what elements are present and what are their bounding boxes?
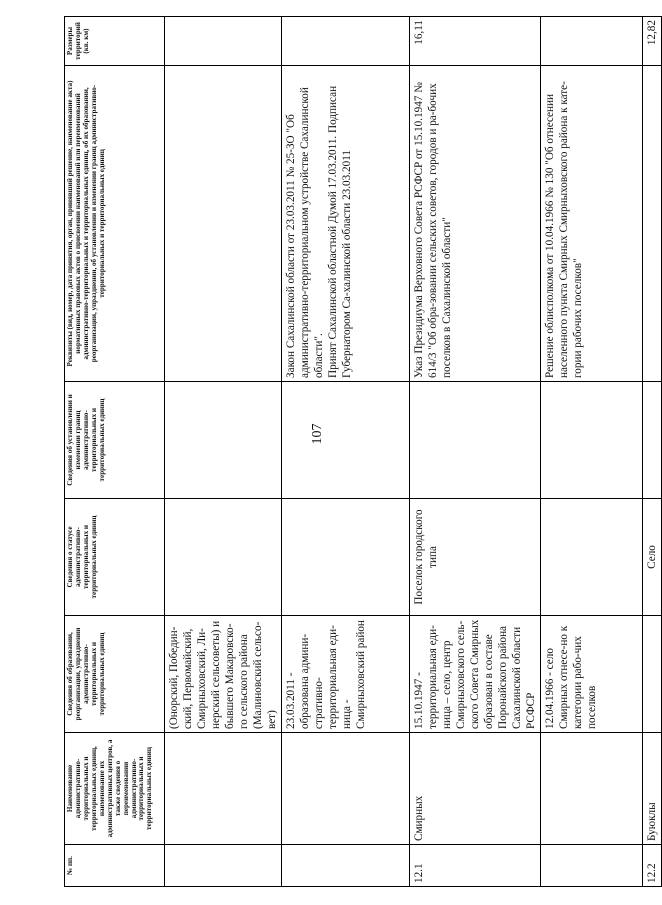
cell-formation: (Онорский, Победин-ский, Первомайский, Смирныховский, Ли-нерский сельсоветы) и бывшего Макаровско-го сельского района (Малиновский сельсо-вет) bbox=[165, 616, 282, 733]
cell-formation: 23.03.2011 - образована админи-стративно-территориальная еди-ница - Смирныховский район bbox=[282, 616, 410, 733]
cell-area bbox=[165, 17, 282, 66]
cell-status: Поселок городского типа bbox=[410, 499, 541, 616]
cell-area: 16,11 bbox=[410, 17, 541, 66]
header-boundaries: Сведения об установлении и изменении границ административно-территориальных и территориальных единиц bbox=[65, 382, 165, 499]
page-number: 107 bbox=[310, 423, 325, 445]
cell-requisites bbox=[643, 66, 662, 382]
cell-area: 12,82 bbox=[643, 17, 662, 66]
cell-num: 12.2 bbox=[643, 845, 662, 887]
header-row bbox=[65, 17, 165, 887]
cell-requisites: Указ Президиума Верховного Совета РСФСР от 15.10.1947 № 614/3 "Об обра-зовании сельских советов, городов и ра-бочих поселков в Сахалинской области" bbox=[410, 66, 541, 382]
header-status: Сведения о статусе административно-территориальных и территориальных единиц bbox=[65, 499, 165, 616]
cell-requisites bbox=[165, 66, 282, 382]
cell-area bbox=[282, 17, 410, 66]
table-row bbox=[541, 17, 643, 887]
cell-name bbox=[541, 733, 643, 845]
cell-status bbox=[165, 499, 282, 616]
table-row bbox=[282, 17, 410, 887]
header-formation: Сведения об образовании, реорганизации, упразднении административно-территориальных и территориальных единиц bbox=[65, 616, 165, 733]
cell-formation bbox=[643, 616, 662, 733]
cell-num bbox=[165, 845, 282, 887]
table-row bbox=[165, 17, 282, 887]
cell-num bbox=[541, 845, 643, 887]
cell-boundaries bbox=[410, 382, 541, 499]
table-row bbox=[410, 17, 541, 887]
cell-formation: 15.10.1947 - территориальная еди-ница – село, центр Смирныховского сель-ского Совета Смирных образован в составе Поронайского района Сахалинской области РСФСР bbox=[410, 616, 541, 733]
requisites-adoption-text: Принят Сахалинской областной Думой 17.03.2011. Подписан Губернатором Са-халинской области 23.03.2011 bbox=[327, 85, 353, 378]
cell-formation: 12.04.1966 - село Смирных отнесе-но к категории рабо-чих поселков bbox=[541, 616, 643, 733]
header-num: № пп. bbox=[65, 845, 165, 887]
cell-area bbox=[541, 17, 643, 66]
rotated-table-wrapper bbox=[64, 17, 658, 887]
table-row bbox=[643, 17, 662, 887]
cell-name bbox=[282, 733, 410, 845]
cell-name bbox=[165, 733, 282, 845]
cell-status bbox=[541, 499, 643, 616]
registry-table bbox=[64, 16, 662, 887]
cell-boundaries bbox=[541, 382, 643, 499]
cell-status: Село bbox=[643, 499, 662, 616]
cell-boundaries bbox=[643, 382, 662, 499]
header-area: Размеры территорий (кв. км) bbox=[65, 17, 165, 66]
cell-boundaries bbox=[282, 382, 410, 499]
cell-boundaries bbox=[165, 382, 282, 499]
cell-num: 12.1 bbox=[410, 845, 541, 887]
cell-status bbox=[282, 499, 410, 616]
header-requisites: Реквизиты (вид, номер, дата принятия, орган, принявший решение, наименование акта) нормативных правовых актов о присвоении наименований или переименований административно-территориальных и территориальных единиц, об их образовании, реорганизации, упразднении, об установлении и изменении границ административно-территориальных и территориальных единиц bbox=[65, 66, 165, 382]
cell-name: Смирных bbox=[410, 733, 541, 845]
cell-name: Буюклы bbox=[643, 733, 662, 845]
cell-num bbox=[282, 845, 410, 887]
cell-requisites: Решение облисполкома от 10.04.1966 № 130 "Об отнесении населенного пункта Смирных Смирныховского района к кате-гории рабочих поселков" bbox=[541, 66, 643, 382]
header-name: Наименование административно-территориальных и территориальных единиц, наименование их административных центров, а также сведения о переименовании административно-территориальных и территориальных единиц bbox=[65, 733, 165, 845]
requisites-law-text: Закон Сахалинской области от 23.03.2011 № 25-ЗО "Об административно-территориальном устройстве Сахалинской области". bbox=[285, 87, 325, 378]
cell-requisites bbox=[282, 66, 410, 382]
